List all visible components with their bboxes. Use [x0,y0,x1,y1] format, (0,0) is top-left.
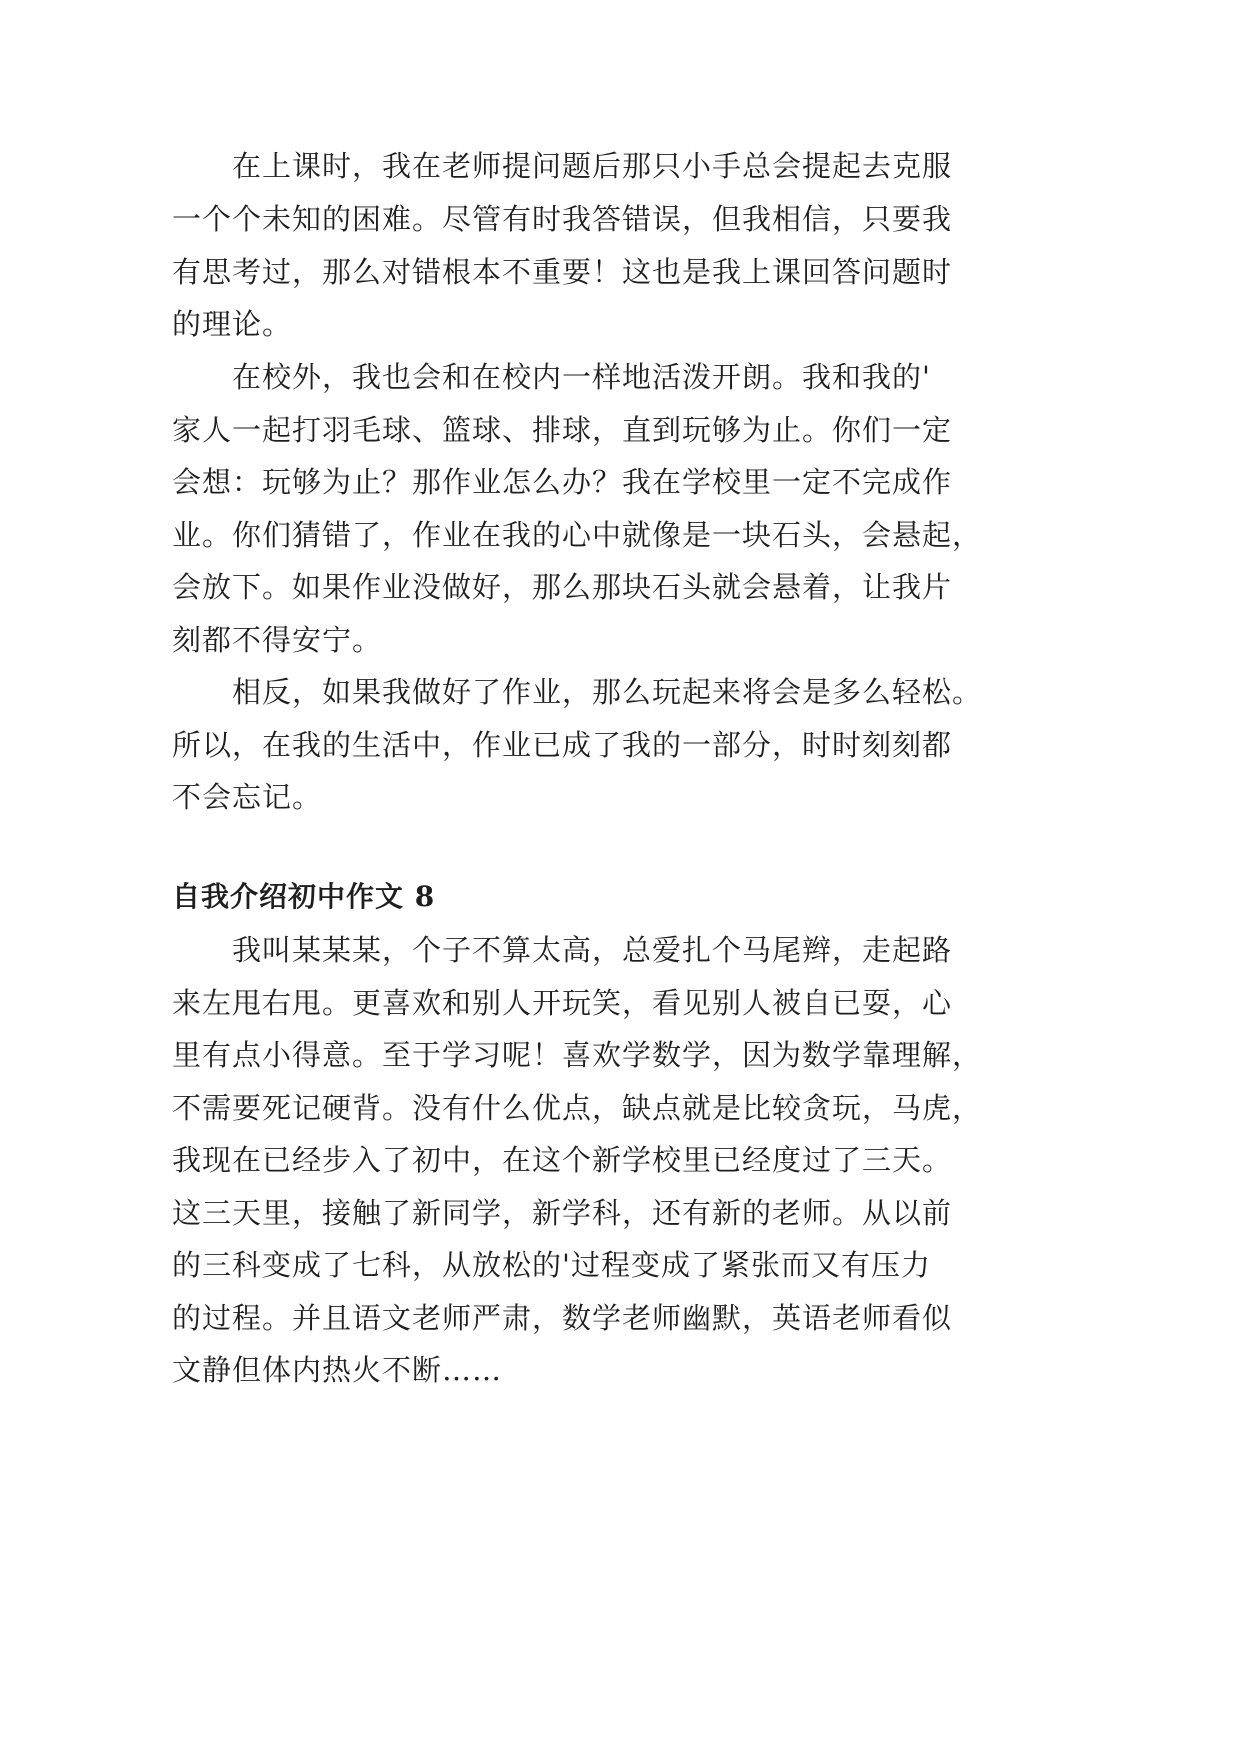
paragraph-2-line-1: 在校外，我也会和在校内一样地活泼开朗。我和我的' [232,360,931,394]
paragraph-3-line-3: 不会忘记。 [172,780,323,814]
paragraph-1-line-3: 有思考过，那么对错根本不重要！这也是我上课回答问题时 [172,255,953,289]
paragraph-4-line-3: 里有点小得意。至于学习呢！喜欢学数学，因为数学靠理解， [172,1038,983,1072]
paragraph-4-line-5: 我现在已经步入了初中，在这个新学校里已经度过了三天。 [172,1143,953,1177]
section-heading: 自我介绍初中作文 8 [172,880,436,913]
paragraph-2-line-4: 业。你们猜错了，作业在我的心中就像是一块石头，会悬起， [172,518,983,552]
paragraph-2-line-2: 家人一起打羽毛球、篮球、排球，直到玩够为止。你们一定 [172,413,953,447]
paragraph-3-line-2: 所以，在我的生活中，作业已成了我的一部分，时时刻刻都 [172,728,953,762]
paragraph-4-line-9: 文静但体内热火不断…… [172,1353,503,1387]
paragraph-3-line-1: 相反，如果我做好了作业，那么玩起来将会是多么轻松。 [232,675,983,709]
paragraph-4-line-4: 不需要死记硬背。没有什么优点，缺点就是比较贪玩，马虎， [172,1091,983,1125]
paragraph-4-line-7: 的三科变成了七科，从放松的'过程变成了紧张而又有压力 [172,1248,931,1282]
paragraph-4-line-6: 这三天里，接触了新同学，新学科，还有新的老师。从以前 [172,1196,953,1230]
paragraph-2-line-3: 会想：玩够为止？那作业怎么办？我在学校里一定不完成作 [172,465,953,499]
paragraph-4-line-1: 我叫某某某，个子不算太高，总爱扎个马尾辫，走起路 [232,933,953,967]
paragraph-4-line-2: 来左甩右甩。更喜欢和别人开玩笑，看见别人被自已耍，心 [172,986,953,1020]
paragraph-1-line-2: 一个个未知的困难。尽管有时我答错误，但我相信，只要我 [172,202,953,236]
paragraph-1-line-4: 的理论。 [172,307,293,341]
paragraph-2-line-6: 刻都不得安宁。 [172,623,383,657]
paragraph-1-line-1: 在上课时，我在老师提问题后那只小手总会提起去克服 [232,149,953,183]
paragraph-2-line-5: 会放下。如果作业没做好，那么那块石头就会悬着，让我片 [172,570,953,604]
paragraph-4-line-8: 的过程。并且语文老师严肃，数学老师幽默，英语老师看似 [172,1301,953,1335]
